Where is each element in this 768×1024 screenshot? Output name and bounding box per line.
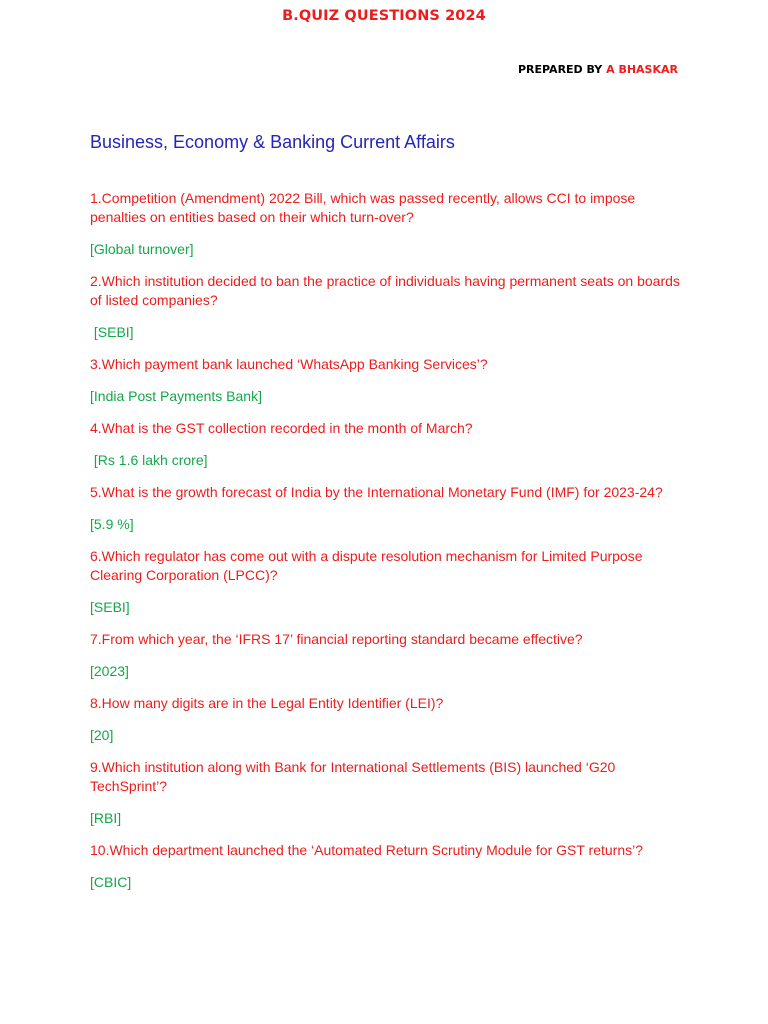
answer-text: [SEBI]	[90, 599, 130, 615]
question-text: 2.Which institution decided to ban the practice of individuals having permanent seats on boards of listed companies?	[90, 273, 680, 308]
question-text: 4.What is the GST collection recorded in the month of March?	[90, 420, 473, 436]
qa-item	[90, 694, 690, 745]
question-list	[90, 189, 690, 905]
qa-item	[90, 355, 690, 406]
prepared-by-line	[518, 63, 678, 76]
question-text: 1.Competition (Amendment) 2022 Bill, which was passed recently, allows CCI to impose penalties on entities based on their which turn-over?	[90, 190, 636, 225]
author-name: A BHASKAR	[606, 63, 678, 76]
qa-item	[90, 630, 690, 681]
qa-item	[90, 483, 690, 534]
question-text: 10.Which department launched the ‘Automated Return Scrutiny Module for GST returns’?	[90, 842, 644, 858]
qa-item	[90, 419, 690, 470]
answer-text: [CBIC]	[90, 874, 132, 890]
qa-item	[90, 189, 690, 259]
document-title: B.QUIZ QUESTIONS 2024	[282, 8, 486, 24]
question-text: 8.How many digits are in the Legal Entity Identifier (LEI)?	[90, 695, 444, 711]
question-text: 3.Which payment bank launched ‘WhatsApp Banking Services’?	[90, 356, 488, 372]
question-text: 9.Which institution along with Bank for International Settlements (BIS) launched ‘G20 TechSprint’?	[90, 759, 616, 794]
question-text: 7.From which year, the ‘IFRS 17’ financial reporting standard became effective?	[90, 631, 583, 647]
question-text: 5.What is the growth forecast of India by the International Monetary Fund (IMF) for 2023-24?	[90, 484, 663, 500]
question-text: 6.Which regulator has come out with a dispute resolution mechanism for Limited Purpose Clearing Corporation (LPCC)?	[90, 548, 643, 583]
qa-item	[90, 272, 690, 342]
answer-text: [Rs 1.6 lakh crore]	[90, 452, 208, 468]
answer-text: [Global turnover]	[90, 241, 194, 257]
answer-text: [5.9 %]	[90, 516, 134, 532]
answer-text: [2023]	[90, 663, 129, 679]
prepared-by-label: PREPARED BY	[517, 63, 603, 76]
answer-text: [India Post Payments Bank]	[90, 388, 262, 404]
answer-text: [SEBI]	[90, 324, 134, 340]
section-heading: Business, Economy & Banking Current Affairs	[90, 132, 455, 152]
qa-item	[90, 841, 690, 892]
qa-item	[90, 758, 690, 828]
answer-text: [RBI]	[90, 810, 122, 826]
qa-item	[90, 547, 690, 617]
answer-text: [20]	[90, 727, 114, 743]
